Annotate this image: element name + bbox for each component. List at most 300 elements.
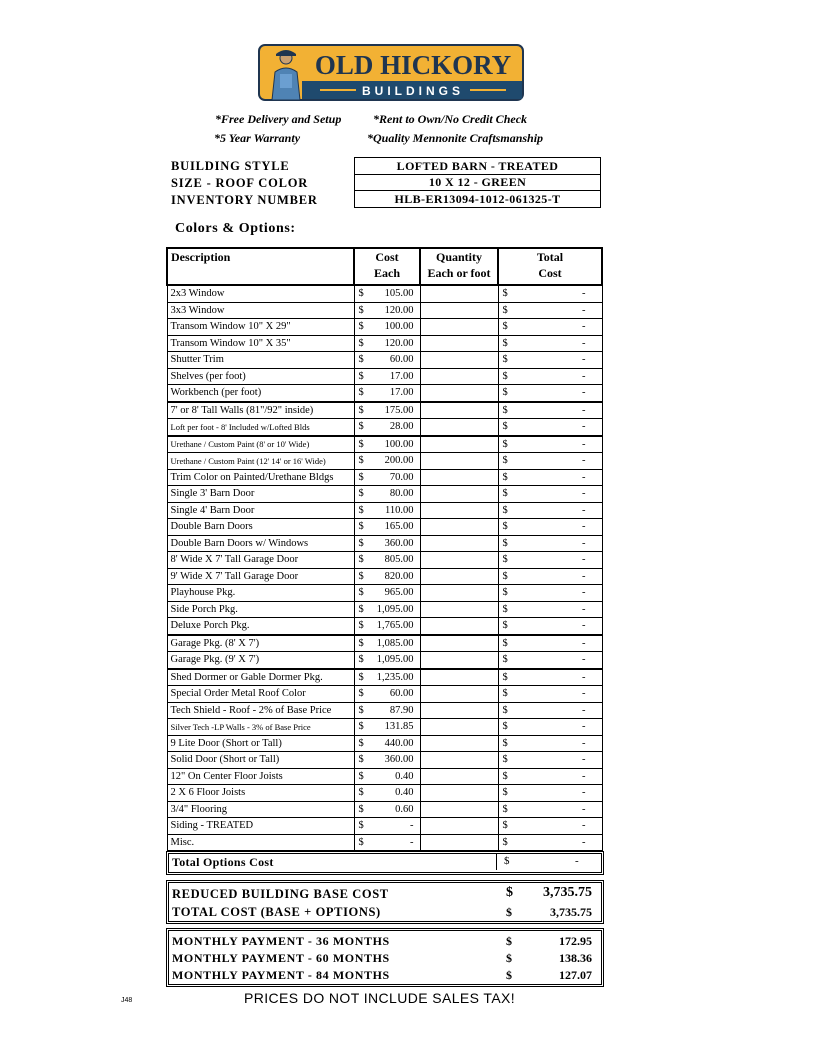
option-description: Special Order Metal Roof Color	[167, 686, 354, 703]
total-currency: $	[502, 537, 508, 549]
cost-value: 440.00	[384, 737, 414, 749]
option-quantity-cell[interactable]	[420, 818, 498, 835]
cost-currency: $	[358, 654, 364, 666]
option-cost-each	[354, 552, 420, 569]
total-value: -	[582, 304, 586, 316]
total-value: -	[582, 820, 586, 832]
cost-currency: $	[358, 471, 364, 483]
option-description: Deluxe Porch Pkg.	[167, 618, 354, 635]
option-total-cost	[498, 419, 602, 436]
option-quantity-cell[interactable]	[420, 469, 498, 486]
cost-value: 1,765.00	[376, 620, 414, 632]
reduced-base-currency: $	[506, 885, 513, 900]
cost-value: 1,235.00	[376, 671, 414, 683]
option-description: Solid Door (Short or Tall)	[167, 752, 354, 769]
cost-currency: $	[358, 521, 364, 533]
cost-currency: $	[358, 704, 364, 716]
option-quantity-cell[interactable]	[420, 785, 498, 802]
total-currency: $	[502, 787, 508, 799]
cost-currency: $	[358, 737, 364, 749]
table-row	[167, 669, 602, 686]
logo-sub-text: BUILDINGS	[362, 84, 464, 98]
option-description: Double Barn Doors w/ Windows	[167, 535, 354, 552]
option-cost-each	[354, 702, 420, 719]
option-quantity-cell[interactable]	[420, 768, 498, 785]
option-quantity-cell[interactable]	[420, 652, 498, 669]
option-description: 12" On Center Floor Joists	[167, 768, 354, 785]
cost-currency: $	[358, 770, 364, 782]
total-value: -	[582, 438, 586, 450]
table-row	[167, 469, 602, 486]
cost-value: 110.00	[385, 504, 414, 516]
table-row	[167, 635, 602, 652]
cost-value: 120.00	[384, 304, 414, 316]
header-quantity: Quantity Each or foot	[420, 248, 498, 285]
cost-value: -	[410, 820, 414, 832]
table-row	[167, 368, 602, 385]
cost-currency: $	[358, 603, 364, 615]
page-code: J48	[121, 997, 133, 1004]
table-row	[167, 752, 602, 769]
total-currency: $	[502, 471, 508, 483]
option-cost-each	[354, 419, 420, 436]
table-row	[167, 335, 602, 352]
logo-brand-text: OLD HICKORY	[314, 50, 512, 80]
total-cost-currency: $	[506, 905, 512, 919]
sales-tax-notice: PRICES DO NOT INCLUDE SALES TAX!	[244, 990, 516, 1006]
option-total-cost	[498, 285, 602, 302]
payment-84-label: MONTHLY PAYMENT - 84 MONTHS	[172, 968, 390, 982]
option-total-cost	[498, 552, 602, 569]
option-cost-each	[354, 768, 420, 785]
cost-currency: $	[358, 620, 364, 632]
payment-84-value: 127.07	[559, 968, 592, 982]
total-currency: $	[502, 737, 508, 749]
option-cost-each	[354, 285, 420, 302]
table-row	[167, 601, 602, 618]
total-cost-label: TOTAL COST (BASE + OPTIONS)	[172, 905, 381, 919]
total-currency: $	[502, 521, 508, 533]
option-cost-each	[354, 368, 420, 385]
cost-currency: $	[358, 455, 364, 467]
total-value: -	[582, 288, 586, 300]
option-total-cost	[498, 352, 602, 369]
payment-84-currency: $	[506, 968, 512, 982]
option-quantity-cell[interactable]	[420, 585, 498, 602]
table-row	[167, 502, 602, 519]
option-quantity-cell[interactable]	[420, 352, 498, 369]
total-currency: $	[502, 820, 508, 832]
total-currency: $	[502, 321, 508, 333]
cost-currency: $	[358, 554, 364, 566]
option-quantity-cell[interactable]	[420, 834, 498, 851]
option-cost-each	[354, 601, 420, 618]
total-currency: $	[502, 836, 508, 848]
table-header-row	[167, 248, 602, 285]
total-currency: $	[502, 288, 508, 300]
option-description: Silver Tech -LP Walls - 3% of Base Price	[167, 719, 354, 736]
option-quantity-cell[interactable]	[420, 486, 498, 503]
option-quantity-cell[interactable]	[420, 686, 498, 703]
table-row	[167, 436, 602, 453]
cost-value: 87.90	[389, 704, 414, 716]
option-total-cost	[498, 686, 602, 703]
option-total-cost	[498, 834, 602, 851]
table-row	[167, 535, 602, 552]
cost-currency: $	[358, 671, 364, 683]
header-cost-each: Cost Each	[354, 248, 420, 285]
total-currency: $	[502, 504, 508, 516]
option-quantity-cell[interactable]	[420, 319, 498, 336]
option-cost-each	[354, 801, 420, 818]
option-quantity-cell[interactable]	[420, 635, 498, 652]
option-cost-each	[354, 568, 420, 585]
option-description: Urethane / Custom Paint (8' or 10' Wide)	[167, 436, 354, 453]
cost-currency: $	[358, 438, 364, 450]
option-cost-each	[354, 352, 420, 369]
total-currency: $	[502, 421, 508, 433]
cost-value: 820.00	[384, 570, 414, 582]
option-total-cost	[498, 502, 602, 519]
option-quantity-cell[interactable]	[420, 801, 498, 818]
table-row	[167, 319, 602, 336]
size-roof-color-value: 10 X 12 - GREEN	[354, 174, 601, 191]
cost-value: 1,095.00	[376, 654, 414, 666]
table-row	[167, 419, 602, 436]
option-quantity-cell[interactable]	[420, 436, 498, 453]
option-total-cost	[498, 785, 602, 802]
total-options-box	[166, 851, 604, 875]
total-currency: $	[502, 637, 508, 649]
promo-rent-to-own: *Rent to Own/No Credit Check	[373, 112, 528, 126]
promo-warranty: *5 Year Warranty	[214, 131, 301, 145]
promo-delivery: *Free Delivery and Setup	[215, 112, 342, 126]
option-total-cost	[498, 652, 602, 669]
option-total-cost	[498, 669, 602, 686]
cost-currency: $	[358, 787, 364, 799]
cost-currency: $	[358, 404, 364, 416]
option-cost-each	[354, 735, 420, 752]
option-description: Urethane / Custom Paint (12' 14' or 16' Wide)	[167, 453, 354, 470]
table-row	[167, 686, 602, 703]
total-value: -	[582, 387, 586, 399]
cost-value: 360.00	[384, 537, 414, 549]
option-description: Loft per foot - 8' Included w/Lofted Blds	[167, 419, 354, 436]
base-cost-box	[166, 880, 604, 924]
option-description: 2 X 6 Floor Joists	[167, 785, 354, 802]
option-description: 2x3 Window	[167, 285, 354, 302]
option-cost-each	[354, 385, 420, 402]
option-total-cost	[498, 735, 602, 752]
cost-currency: $	[358, 321, 364, 333]
option-quantity-cell[interactable]	[420, 385, 498, 402]
total-options-label: Total Options Cost	[172, 855, 274, 869]
option-description: Single 4' Barn Door	[167, 502, 354, 519]
option-total-cost	[498, 568, 602, 585]
option-description: Transom Window 10" X 29"	[167, 319, 354, 336]
total-value: -	[582, 404, 586, 416]
cost-currency: $	[358, 337, 364, 349]
cost-value: 805.00	[384, 554, 414, 566]
option-total-cost	[498, 436, 602, 453]
cost-value: 120.00	[384, 337, 414, 349]
cost-currency: $	[358, 721, 364, 733]
cost-value: 28.00	[389, 421, 414, 433]
option-cost-each	[354, 818, 420, 835]
option-description: Single 3' Barn Door	[167, 486, 354, 503]
payment-36-currency: $	[506, 934, 512, 948]
option-quantity-cell[interactable]	[420, 601, 498, 618]
option-quantity-cell[interactable]	[420, 419, 498, 436]
option-quantity-cell[interactable]	[420, 453, 498, 470]
option-total-cost	[498, 453, 602, 470]
option-cost-each	[354, 453, 420, 470]
option-total-cost	[498, 335, 602, 352]
total-currency: $	[502, 803, 508, 815]
option-quantity-cell[interactable]	[420, 519, 498, 536]
total-currency: $	[502, 603, 508, 615]
total-value: -	[582, 787, 586, 799]
monthly-payments-box	[166, 928, 604, 987]
total-currency: $	[502, 688, 508, 700]
option-cost-each	[354, 335, 420, 352]
total-value: -	[582, 554, 586, 566]
cost-value: 175.00	[384, 404, 414, 416]
building-style-value: LOFTED BARN - TREATED	[354, 157, 601, 175]
option-total-cost	[498, 601, 602, 618]
option-description: Shutter Trim	[167, 352, 354, 369]
cost-value: 100.00	[384, 438, 414, 450]
option-cost-each	[354, 486, 420, 503]
cost-currency: $	[358, 820, 364, 832]
option-cost-each	[354, 834, 420, 851]
cost-value: 131.85	[384, 721, 414, 733]
option-quantity-cell[interactable]	[420, 618, 498, 635]
option-quantity-cell[interactable]	[420, 335, 498, 352]
cost-value: 1,085.00	[376, 637, 414, 649]
total-currency: $	[502, 354, 508, 366]
inventory-number-label: INVENTORY NUMBER	[171, 193, 318, 207]
reduced-base-cost-value: 3,735.75	[543, 885, 592, 900]
total-currency: $	[502, 438, 508, 450]
option-cost-each	[354, 302, 420, 319]
total-value: -	[582, 421, 586, 433]
option-quantity-cell[interactable]	[420, 302, 498, 319]
option-description: Double Barn Doors	[167, 519, 354, 536]
option-description: 8' Wide X 7' Tall Garage Door	[167, 552, 354, 569]
option-total-cost	[498, 319, 602, 336]
total-currency: $	[502, 671, 508, 683]
total-currency: $	[502, 370, 508, 382]
option-total-cost	[498, 585, 602, 602]
total-value: -	[582, 455, 586, 467]
option-cost-each	[354, 669, 420, 686]
payment-36-label: MONTHLY PAYMENT - 36 MONTHS	[172, 934, 390, 948]
total-currency: $	[502, 304, 508, 316]
total-currency: $	[502, 455, 508, 467]
option-quantity-cell[interactable]	[420, 535, 498, 552]
option-cost-each	[354, 319, 420, 336]
options-table	[166, 247, 603, 851]
total-value: -	[582, 321, 586, 333]
option-total-cost	[498, 702, 602, 719]
cost-value: 0.60	[395, 803, 414, 815]
option-cost-each	[354, 535, 420, 552]
option-quantity-cell[interactable]	[420, 552, 498, 569]
cost-currency: $	[358, 354, 364, 366]
total-currency: $	[502, 654, 508, 666]
table-row	[167, 453, 602, 470]
option-cost-each	[354, 752, 420, 769]
option-quantity-cell[interactable]	[420, 368, 498, 385]
option-total-cost	[498, 368, 602, 385]
option-cost-each	[354, 652, 420, 669]
total-options-currency: $	[504, 855, 510, 867]
table-row	[167, 702, 602, 719]
total-value: -	[582, 671, 586, 683]
cost-value: 60.00	[389, 354, 414, 366]
total-options-value: -	[575, 855, 579, 867]
option-quantity-cell[interactable]	[420, 702, 498, 719]
total-value: -	[582, 587, 586, 599]
colors-options-heading: Colors & Options:	[175, 221, 296, 236]
option-total-cost	[498, 402, 602, 419]
reduced-base-cost-label: REDUCED BUILDING BASE COST	[172, 887, 389, 901]
table-row	[167, 302, 602, 319]
total-currency: $	[502, 754, 508, 766]
table-row	[167, 585, 602, 602]
table-row	[167, 818, 602, 835]
total-value: -	[582, 620, 586, 632]
total-value: -	[582, 721, 586, 733]
option-description: 3x3 Window	[167, 302, 354, 319]
option-description: Workbench (per foot)	[167, 385, 354, 402]
total-value: -	[582, 754, 586, 766]
cost-currency: $	[358, 288, 364, 300]
option-cost-each	[354, 402, 420, 419]
table-row	[167, 552, 602, 569]
option-total-cost	[498, 752, 602, 769]
cost-currency: $	[358, 688, 364, 700]
cost-currency: $	[358, 370, 364, 382]
total-value: -	[582, 488, 586, 500]
cost-currency: $	[358, 537, 364, 549]
cost-value: 80.00	[389, 488, 414, 500]
table-row	[167, 519, 602, 536]
total-currency: $	[502, 554, 508, 566]
option-description: 3/4" Flooring	[167, 801, 354, 818]
cost-value: 0.40	[395, 770, 414, 782]
total-value: -	[582, 337, 586, 349]
table-row	[167, 801, 602, 818]
total-value: -	[582, 637, 586, 649]
table-row	[167, 834, 602, 851]
table-row	[167, 719, 602, 736]
option-quantity-cell[interactable]	[420, 402, 498, 419]
total-currency: $	[502, 770, 508, 782]
table-row	[167, 285, 602, 302]
total-currency: $	[502, 721, 508, 733]
option-quantity-cell[interactable]	[420, 568, 498, 585]
option-total-cost	[498, 385, 602, 402]
cost-currency: $	[358, 836, 364, 848]
option-description: Garage Pkg. (8' X 7')	[167, 635, 354, 652]
total-value: -	[582, 737, 586, 749]
total-value: -	[582, 537, 586, 549]
total-value: -	[582, 370, 586, 382]
cost-currency: $	[358, 803, 364, 815]
cost-value: 70.00	[389, 471, 414, 483]
cost-currency: $	[358, 488, 364, 500]
cost-currency: $	[358, 387, 364, 399]
option-quantity-cell[interactable]	[420, 669, 498, 686]
total-value: -	[582, 471, 586, 483]
total-value: -	[582, 704, 586, 716]
option-cost-each	[354, 502, 420, 519]
header-total-cost: Total Cost	[498, 248, 602, 285]
cost-value: 200.00	[384, 455, 414, 467]
total-currency: $	[502, 404, 508, 416]
cost-value: 965.00	[384, 587, 414, 599]
option-quantity-cell[interactable]	[420, 752, 498, 769]
total-value: -	[582, 570, 586, 582]
option-description: Siding - TREATED	[167, 818, 354, 835]
option-cost-each	[354, 585, 420, 602]
cost-currency: $	[358, 587, 364, 599]
option-quantity-cell[interactable]	[420, 285, 498, 302]
total-currency: $	[502, 488, 508, 500]
option-description: 9 Lite Door (Short or Tall)	[167, 735, 354, 752]
option-quantity-cell[interactable]	[420, 719, 498, 736]
old-hickory-logo	[258, 44, 524, 101]
total-value: -	[582, 603, 586, 615]
size-roof-color-label: SIZE - ROOF COLOR	[171, 176, 309, 190]
option-description: 7' or 8' Tall Walls (81"/92" inside)	[167, 402, 354, 419]
option-description: 9' Wide X 7' Tall Garage Door	[167, 568, 354, 585]
payment-36-value: 172.95	[559, 934, 592, 948]
total-currency: $	[502, 620, 508, 632]
total-value: -	[582, 504, 586, 516]
option-quantity-cell[interactable]	[420, 735, 498, 752]
cost-currency: $	[358, 421, 364, 433]
header-description: Description	[167, 248, 354, 285]
table-row	[167, 568, 602, 585]
option-cost-each	[354, 436, 420, 453]
cost-value: 1,095.00	[376, 603, 414, 615]
option-description: Garage Pkg. (9' X 7')	[167, 652, 354, 669]
option-total-cost	[498, 768, 602, 785]
cost-value: 360.00	[384, 754, 414, 766]
total-currency: $	[502, 337, 508, 349]
table-row	[167, 352, 602, 369]
building-style-label: BUILDING STYLE	[171, 159, 290, 173]
total-value: -	[582, 803, 586, 815]
option-description: Side Porch Pkg.	[167, 601, 354, 618]
total-currency: $	[502, 587, 508, 599]
total-cost-value: 3,735.75	[550, 905, 592, 919]
table-row	[167, 486, 602, 503]
total-value: -	[582, 354, 586, 366]
option-total-cost	[498, 486, 602, 503]
cost-value: 60.00	[389, 688, 414, 700]
option-total-cost	[498, 302, 602, 319]
option-quantity-cell[interactable]	[420, 502, 498, 519]
cost-currency: $	[358, 754, 364, 766]
cost-currency: $	[358, 504, 364, 516]
option-total-cost	[498, 719, 602, 736]
total-currency: $	[502, 387, 508, 399]
option-cost-each	[354, 635, 420, 652]
